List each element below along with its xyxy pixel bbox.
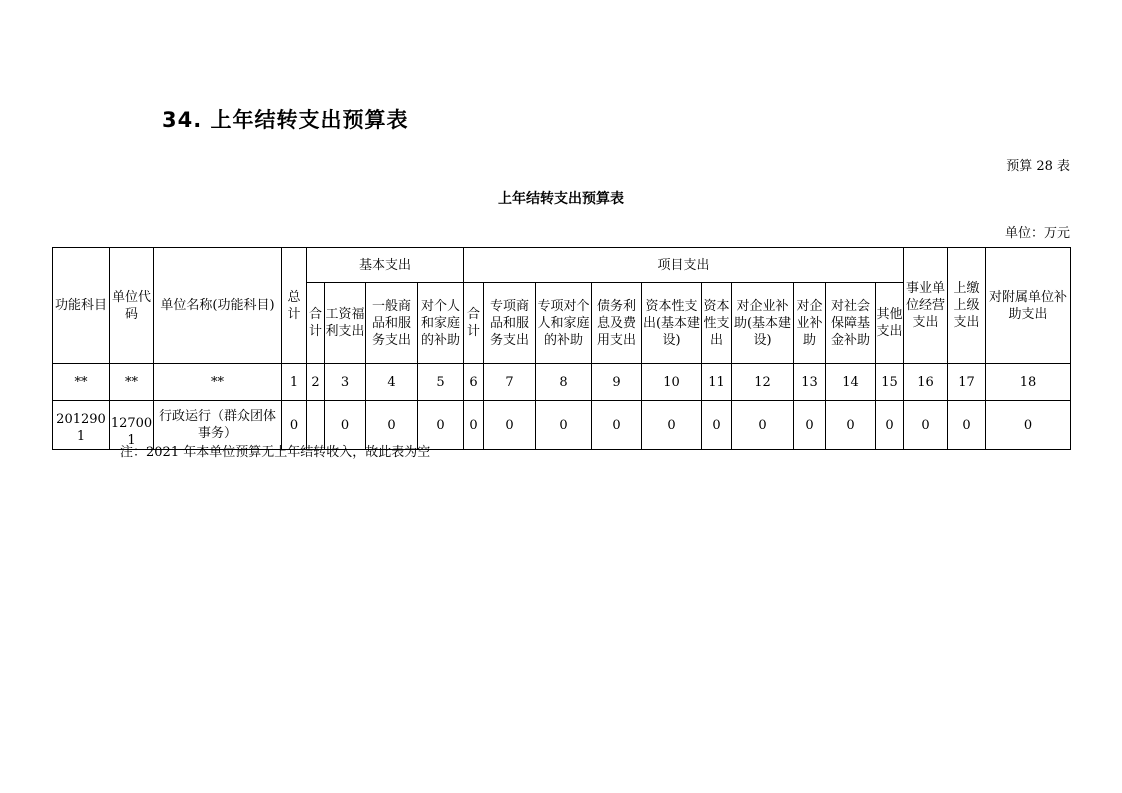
header-project-col: 对企业补助(基本建设): [732, 283, 794, 364]
index-cell: 1: [282, 364, 307, 401]
value-cell: 0: [986, 401, 1071, 450]
index-cell: 15: [876, 364, 904, 401]
value-cell: 0: [536, 401, 592, 450]
header-unit-code: 单位代码: [110, 248, 154, 364]
index-cell: 14: [826, 364, 876, 401]
header-project-col: 资本性支出: [702, 283, 732, 364]
header-project-col: 专项对个人和家庭的补助: [536, 283, 592, 364]
unit-code-cell: 127001: [110, 401, 154, 450]
header-unit-name: 单位名称(功能科目): [154, 248, 282, 364]
index-cell: 3: [325, 364, 366, 401]
header-project-group: 项目支出: [464, 248, 904, 283]
header-total: 总计: [282, 248, 307, 364]
index-cell: 16: [904, 364, 948, 401]
header-business: 事业单位经营支出: [904, 248, 948, 364]
index-cell: 6: [464, 364, 484, 401]
header-func-code: 功能科目: [53, 248, 110, 364]
value-cell: 0: [642, 401, 702, 450]
page-title: 34. 上年结转支出预算表: [162, 108, 409, 132]
value-cell: 0: [366, 401, 418, 450]
header-project-col: 资本性支出(基本建设): [642, 283, 702, 364]
index-cell: 5: [418, 364, 464, 401]
value-cell: 0: [732, 401, 794, 450]
value-cell: 0: [826, 401, 876, 450]
index-cell: 13: [794, 364, 826, 401]
header-project-col: 专项商品和服务支出: [484, 283, 536, 364]
header-project-col: 其他支出: [876, 283, 904, 364]
table-title: 上年结转支出预算表: [498, 191, 624, 207]
index-cell: 10: [642, 364, 702, 401]
header-basic-col: 工资福利支出: [325, 283, 366, 364]
unit-name-cell: 行政运行（群众团体事务）: [154, 401, 282, 450]
header-project-col: 债务利息及费用支出: [592, 283, 642, 364]
value-cell: 0: [484, 401, 536, 450]
index-cell: 18: [986, 364, 1071, 401]
index-row: [53, 364, 1071, 401]
index-cell: 2: [307, 364, 325, 401]
header-row-1: [53, 248, 1071, 283]
index-cell: 7: [484, 364, 536, 401]
header-basic-col: 合计: [307, 283, 325, 364]
header-basic-col: 对个人和家庭的补助: [418, 283, 464, 364]
index-cell: 9: [592, 364, 642, 401]
index-cell: 8: [536, 364, 592, 401]
index-cell: **: [154, 364, 282, 401]
budget-table: [52, 247, 1071, 450]
value-cell: 0: [876, 401, 904, 450]
header-basic-col: 一般商品和服务支出: [366, 283, 418, 364]
index-cell: 12: [732, 364, 794, 401]
value-cell: 0: [592, 401, 642, 450]
value-cell: 0: [904, 401, 948, 450]
index-cell: 17: [948, 364, 986, 401]
header-project-col: 合计: [464, 283, 484, 364]
index-cell: 11: [702, 364, 732, 401]
value-cell: 0: [948, 401, 986, 450]
value-cell: 0: [794, 401, 826, 450]
header-upper: 上缴上级支出: [948, 248, 986, 364]
form-number: 预算 28 表: [1006, 159, 1070, 174]
value-cell: 0: [325, 401, 366, 450]
value-cell: 0: [282, 401, 307, 450]
header-basic-group: 基本支出: [307, 248, 464, 283]
value-cell: 0: [464, 401, 484, 450]
index-cell: **: [110, 364, 154, 401]
header-project-col: 对社会保障基金补助: [826, 283, 876, 364]
value-cell: 0: [702, 401, 732, 450]
func-code-cell: 2012901: [53, 401, 110, 450]
index-cell: 4: [366, 364, 418, 401]
index-cell: **: [53, 364, 110, 401]
unit-label: 单位：万元: [1004, 226, 1070, 241]
header-project-col: 对企业补助: [794, 283, 826, 364]
value-cell: 0: [418, 401, 464, 450]
header-subsidiary: 对附属单位补助支出: [986, 248, 1071, 364]
footnote: 注：2021 年本单位预算无上年结转收入，故此表为空: [120, 445, 431, 460]
